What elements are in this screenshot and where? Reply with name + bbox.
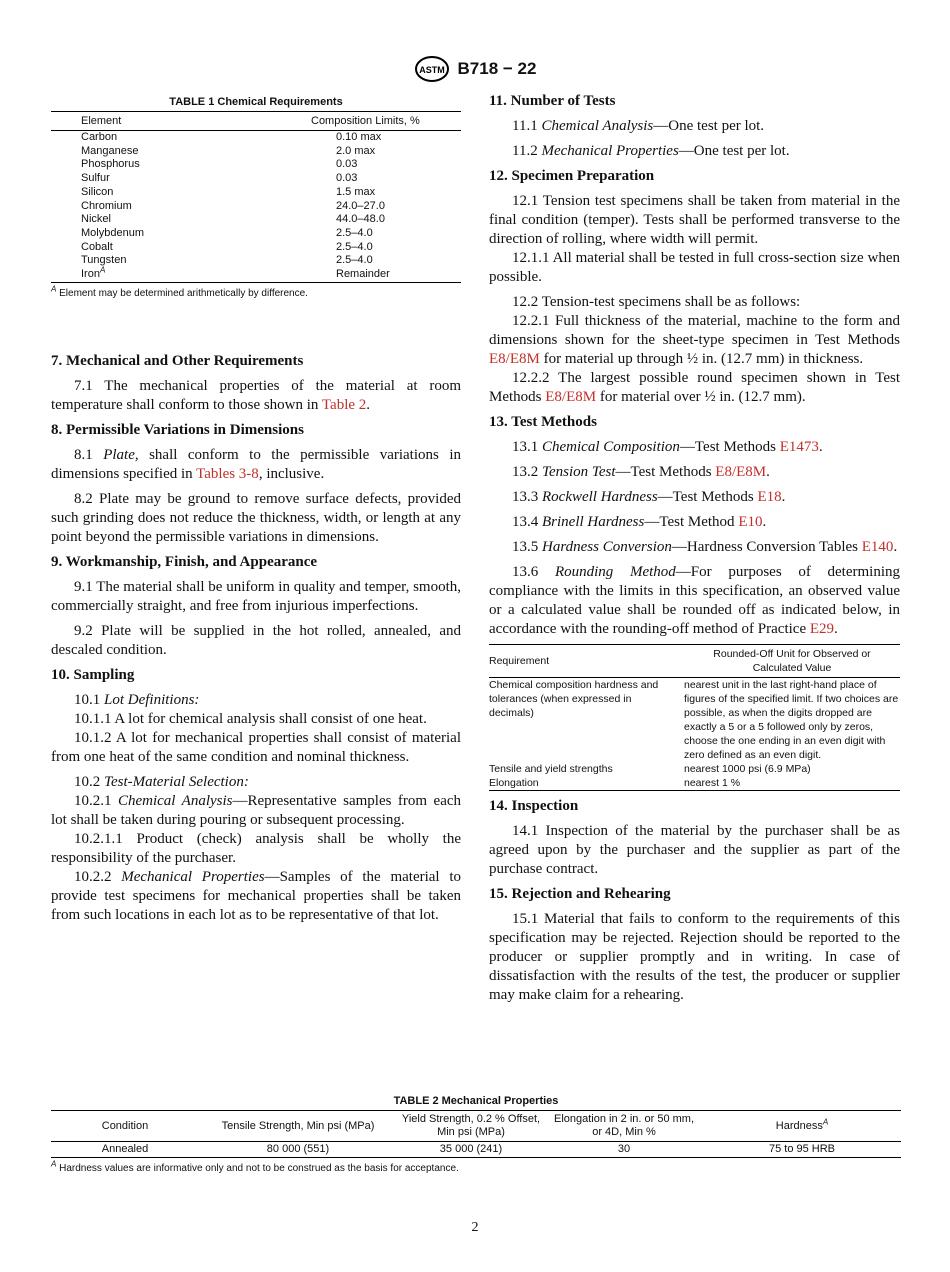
section-7-heading: 7. Mechanical and Other Requirements xyxy=(51,352,304,369)
table2-col-condition: Condition xyxy=(101,1119,149,1132)
standard-link[interactable]: E1473 xyxy=(779,439,819,455)
para-11-2: 11.2 Mechanical Properties—One test per lot. xyxy=(512,143,790,159)
e8-link[interactable]: E8/E8M xyxy=(489,351,540,367)
e29-link[interactable]: E29 xyxy=(809,621,835,637)
table2-header-row xyxy=(51,1111,901,1142)
cell-unit: nearest unit in the last right-hand place of figures of the specified limit. If two choices are possible, as when the digits dropped are exactly a 5 or a 5 followed only by zeros, choose the one ending in an even digit with zero defined as an even digit. xyxy=(684,679,899,761)
para-12-2-2: 12.2.2 The largest possible round specimen shown in Test Methods E8/E8M for material over ½ in. (12.7 mm). xyxy=(489,370,900,405)
standard-link[interactable]: E18 xyxy=(757,489,782,505)
para-13-2: 13.2 Tension Test—Test Methods E8/E8M. xyxy=(512,464,770,480)
para-10-1-1: 10.1.1 A lot for chemical analysis shall consist of one heat. xyxy=(74,710,427,727)
mechanical-properties-table xyxy=(51,1110,901,1158)
para-10-1: 10.1 Lot Definitions: xyxy=(74,691,200,708)
table1-col-limits: Composition Limits, % xyxy=(311,115,420,127)
para-13-5: 13.5 Hardness Conversion—Hardness Conversion Tables E140. xyxy=(512,539,898,555)
rounding-body xyxy=(489,678,900,791)
table2-col-yield: Yield Strength, 0.2 % Offset, Min psi (MPa) xyxy=(401,1113,541,1138)
cell-yield: 35 000 (241) xyxy=(439,1143,503,1155)
para-8-2: 8.2 Plate may be ground to remove surface defects, provided such grinding does not reduce the thickness, width, or length at any point beyond the permissible variations in dimensions. xyxy=(51,490,461,545)
cell-element: Nickel xyxy=(81,213,111,226)
section-10-heading: 10. Sampling xyxy=(51,666,135,683)
para-12-2: 12.2 Tension-test specimens shall be as follows: xyxy=(512,294,801,310)
table-row xyxy=(51,227,461,241)
page-header xyxy=(0,56,950,82)
rounding-header-row xyxy=(489,645,900,678)
cell-element: Tungsten xyxy=(81,254,127,267)
section-15-heading: 15. Rejection and Rehearing xyxy=(489,886,671,902)
standard-link[interactable]: E10 xyxy=(738,514,763,530)
cell-limit: 44.0–48.0 xyxy=(336,213,385,226)
cell-element: Silicon xyxy=(81,185,114,198)
cell-condition: Annealed xyxy=(101,1143,149,1155)
right-column xyxy=(489,92,900,1005)
para-14-1: 14.1 Inspection of the material by the purchaser shall be as agreed upon by the purchaser and the supplier as part of the purchase contract. xyxy=(489,823,900,877)
para-12-1-1: 12.1.1 All material shall be tested in full cross-section size when possible. xyxy=(489,250,900,285)
cell-limit: 2.5–4.0 xyxy=(336,254,373,267)
table1-title: TABLE 1 Chemical Requirements xyxy=(169,96,343,108)
cell-limit: 0.03 xyxy=(336,172,358,185)
page-number: 2 xyxy=(471,1220,479,1235)
cell-hardness: 75 to 95 HRB xyxy=(768,1143,836,1155)
table-row xyxy=(51,213,461,227)
cell-limit: 2.5–4.0 xyxy=(336,226,373,239)
para-11-1: 11.1 Chemical Analysis—One test per lot. xyxy=(512,118,765,134)
cell-tensile: 80 000 (551) xyxy=(266,1143,330,1155)
test-methods-list xyxy=(489,432,900,557)
cell-limit: Remainder xyxy=(336,268,390,281)
cell-requirement: Elongation xyxy=(489,777,539,789)
cell-element: Sulfur xyxy=(81,172,110,185)
para-8-1: 8.1 Plate, shall conform to the permissible variations in dimensions specified in Tables 3-8, inclusive. xyxy=(51,446,461,482)
table-row xyxy=(51,254,461,268)
table1-footnote-text: Element may be determined arithmetically by difference. xyxy=(59,287,308,299)
logo-text: ASTM xyxy=(418,65,445,75)
rounding-col-unit: Rounded-Off Unit for Observed or Calculated Value xyxy=(713,648,871,674)
section-14-heading: 14. Inspection xyxy=(489,798,579,814)
cell-limit: 0.10 max xyxy=(336,131,382,143)
cell-limit: 24.0–27.0 xyxy=(336,199,385,212)
table1-col-element: Element xyxy=(81,115,122,127)
table1-footnote-mark: A xyxy=(51,284,57,294)
table-row xyxy=(489,776,900,791)
cell-element: Chromium xyxy=(81,199,132,212)
table-row xyxy=(51,145,461,159)
cell-requirement: Tensile and yield strengths xyxy=(489,763,613,775)
tables-3-8-link[interactable]: Tables 3-8 xyxy=(196,465,259,482)
cell-element: Carbon xyxy=(81,131,118,143)
table1-body xyxy=(51,131,461,283)
standard-designation: B718 − 22 xyxy=(457,59,537,78)
cell-limit: 2.5–4.0 xyxy=(336,240,373,253)
cell-elongation: 30 xyxy=(617,1143,631,1155)
para-10-1-2: 10.1.2 A lot for mechanical properties shall consist of material from one heat of the same condition and nominal thickness. xyxy=(51,729,461,765)
standard-link[interactable]: E8/E8M xyxy=(715,464,767,480)
table1 xyxy=(51,94,461,300)
cell-element: Manganese xyxy=(81,144,139,157)
e8-link[interactable]: E8/E8M xyxy=(545,389,597,405)
table-row xyxy=(51,241,461,255)
table-row xyxy=(489,678,900,763)
table2-col-elongation: Elongation in 2 in. or 50 mm, or 4D, Min % xyxy=(553,1113,695,1138)
para-9-1: 9.1 The material shall be uniform in quality and temper, smooth, commercially straight, and free from injurious imperfections. xyxy=(51,578,461,614)
chemical-requirements-table xyxy=(51,111,461,283)
para-10-2-1-1: 10.2.1.1 Product (check) analysis shall be wholly the responsibility of the purchaser. xyxy=(51,830,461,866)
cell-element: Molybdenum xyxy=(81,226,144,239)
section-12-heading: 12. Specimen Preparation xyxy=(489,168,655,184)
cell-element: Cobalt xyxy=(81,240,113,253)
table-row xyxy=(51,172,461,186)
para-10-2: 10.2 Test-Material Selection: xyxy=(74,773,249,790)
para-10-2-1: 10.2.1 Chemical Analysis—Representative samples from each lot shall be taken during pouring or subsequent processing. xyxy=(51,792,462,828)
table2-col-hardness: Hardness$^A$ xyxy=(775,1116,829,1132)
para-13-6: 13.6 Rounding Method—For purposes of determining compliance with the limits in this specification, an observed value or a calculated value shall be rounded off as indicated below, in accordance with the rounding-off method of Practice E29. xyxy=(489,564,901,637)
table2-col-tensile: Tensile Strength, Min psi (MPa) xyxy=(221,1119,375,1132)
astm-logo xyxy=(414,56,450,82)
section-11-heading: 11. Number of Tests xyxy=(489,93,616,109)
table-row xyxy=(489,762,900,776)
cell-element: Phosphorus xyxy=(81,158,140,171)
para-9-2: 9.2 Plate will be supplied in the hot rolled, annealed, and descaled condition. xyxy=(51,622,461,658)
table-row xyxy=(51,186,461,200)
cell-limit: 0.03 xyxy=(336,158,358,171)
para-12-1: 12.1 Tension test specimens shall be taken from material in the final condition (temper). Tests shall be performed transverse to the direction of rolling, where width will permit. xyxy=(489,193,900,247)
standard-link[interactable]: E140 xyxy=(861,539,894,555)
table-row xyxy=(51,200,461,214)
para-13-3: 13.3 Rockwell Hardness—Test Methods E18. xyxy=(512,489,786,505)
left-column xyxy=(51,92,461,925)
table1-header-row xyxy=(51,112,461,131)
table2-link[interactable]: Table 2 xyxy=(321,396,367,413)
cell-requirement: Chemical composition hardness and tolerances (when expressed in decimals) xyxy=(489,679,659,719)
table-row xyxy=(51,268,461,282)
para-13-4: 13.4 Brinell Hardness—Test Method E10. xyxy=(512,514,767,530)
para-15-1: 15.1 Material that fails to conform to the requirements of this specification may be rejected. Rejection should be reported to the producer or supplier promptly and in writing. In case of dissatisfaction with the results of the test, the producer or supplier may make claim for a rehearing. xyxy=(489,911,900,1003)
cell-limit: 2.0 max xyxy=(336,144,376,157)
table2 xyxy=(51,1093,901,1175)
table-row xyxy=(51,158,461,172)
section-9-heading: 9. Workmanship, Finish, and Appearance xyxy=(51,553,318,570)
cell-element: Iron$^A$ xyxy=(81,265,106,281)
section-8-heading: 8. Permissible Variations in Dimensions xyxy=(51,421,304,438)
table-row xyxy=(51,131,461,145)
para-13-1: 13.1 Chemical Composition—Test Methods E1473. xyxy=(512,439,823,455)
table-row xyxy=(51,1142,901,1158)
table2-footnote: $^A$ Hardness values are informative only and not to be construed as the basis for acceptance. xyxy=(51,1159,459,1174)
cell-limit: 1.5 max xyxy=(336,185,376,198)
rounding-table xyxy=(489,644,900,791)
cell-unit: nearest 1000 psi (6.9 MPa) xyxy=(684,763,811,775)
table1-footnote xyxy=(51,284,461,300)
para-10-2-2: 10.2.2 Mechanical Properties—Samples of the material to provide test specimens for mechanical properties shall be taken from such locations in each lot as to be representative of that lot. xyxy=(51,868,462,923)
table2-title: TABLE 2 Mechanical Properties xyxy=(393,1095,559,1107)
para-12-2-1: 12.2.1 Full thickness of the material, machine to the form and dimensions shown for the sheet-type specimen in Test Methods E8/E8M for material up through ½ in. (12.7 mm) in thickness. xyxy=(489,313,900,367)
para-7-1: 7.1 The mechanical properties of the material at room temperature shall conform to those shown in Table 2. xyxy=(51,377,461,413)
rounding-col-requirement: Requirement xyxy=(489,655,550,667)
section-13-heading: 13. Test Methods xyxy=(489,414,597,430)
cell-unit: nearest 1 % xyxy=(684,777,741,789)
